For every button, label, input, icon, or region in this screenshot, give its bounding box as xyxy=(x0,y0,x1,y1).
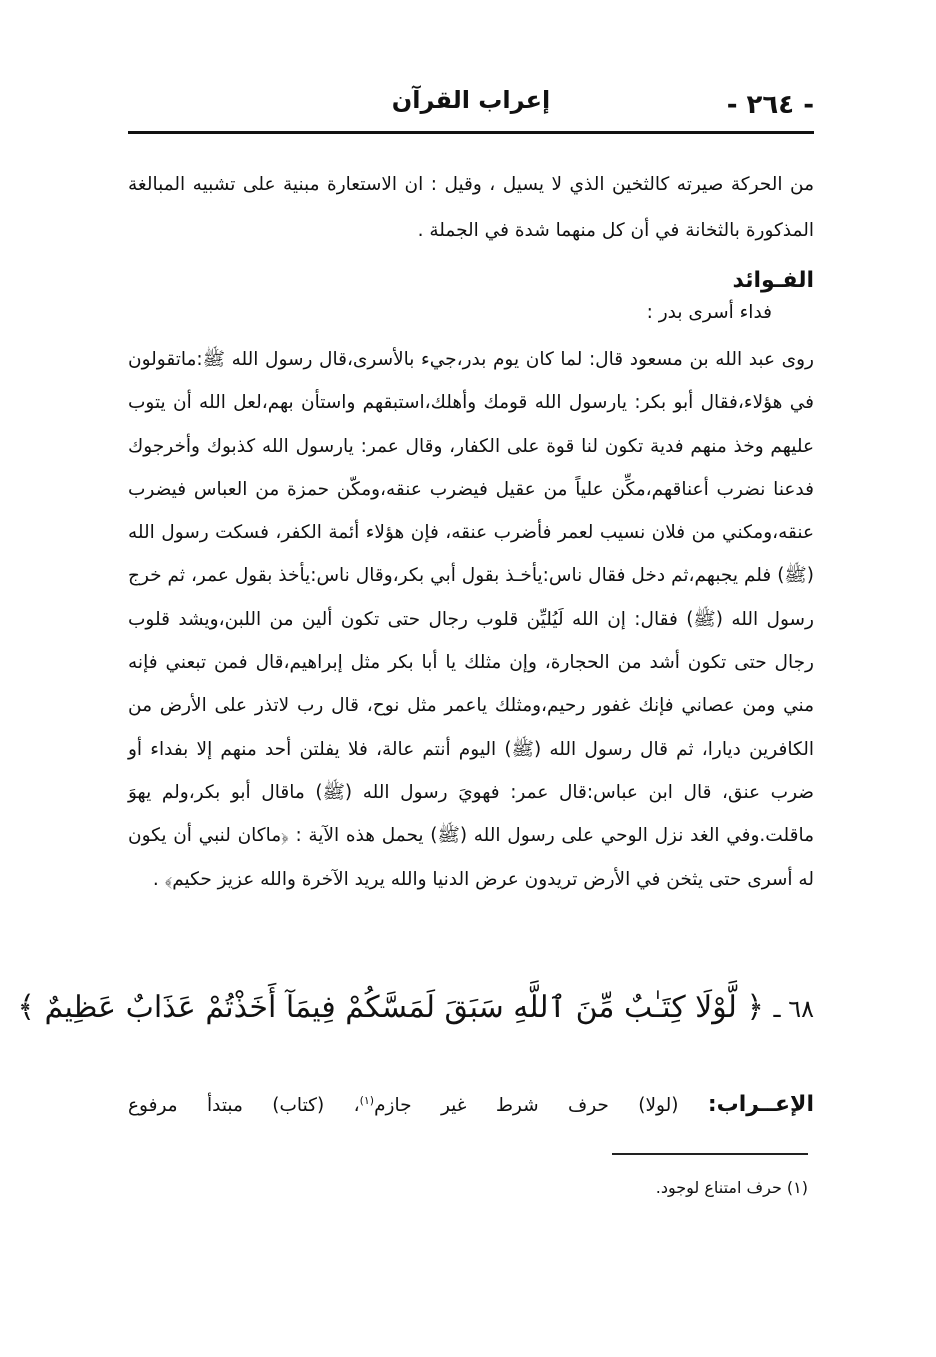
irab-paragraph xyxy=(128,1092,814,1117)
irab-text-after-ref: ، (كتاب) مبتدأ مرفوع xyxy=(128,1095,360,1116)
quran-verse xyxy=(17,990,814,1025)
footnote-rule xyxy=(612,1153,808,1155)
verse-number: ٦٨ ـ xyxy=(773,995,814,1023)
verse-text: ﴿ لَّوْلَا كِتَـٰبٌ مِّنَ ٱللَّهِ سَبَقَ لَمَسَّكُمْ فِيمَآ أَخَذْتُمْ عَذَابٌ عَظِيمٌ ﴾ xyxy=(17,990,764,1025)
running-title: إعراب القرآن xyxy=(391,86,551,114)
story-paragraph: روى عبد الله بن مسعود قال: لما كان يوم بدر،جيء بالأسرى،قال رسول الله ﷺ:ماتقولون في هؤلاء،فقال أبو بكر: يارسول الله قومك وأهلك،استبقهم واستأن بهم،لعل الله أن يتوب عليهم وخذ منهم فدية تكون لنا قوة على الكفار، وقال عمر: يارسول الله كذبوك وأخرجوك فدعنا نضرب أعناقهم،مكِّن علياً من عقيل فيضرب عنقه،ومكّن حمزة من العباس فيضرب عنقه،ومكني من فلان نسيب لعمر فأضرب عنقه، فإن هؤلاء أئمة الكفر، فسكت رسول الله (ﷺ) فلم يجبهم،ثم دخل فقال ناس:يأخـذ بقول أبي بكر،وقال ناس:يأخذ بقول عمر، ثم خرج رسول الله (ﷺ) فقال: إن الله لَيُليِّن قلوب رجال حتى تكون ألين من اللبن،ويشد قلوب رجال حتى تكون أشد من الحجارة، وإن مثلك يا أبا بكر مثل إبراهيم،قال فمن تبعني فإنه مني ومن عصاني فإنك غفور رحيم،ومثلك ياعمر مثل نوح، قال رب لاتذر على الأرض من الكافرين ديارا، ثم قال رسول الله (ﷺ) اليوم أنتم عالة، فلا يفلتن أحد منهم إلا بفداء أو ضرب عنق، قال ابن عباس:قال عمر: فهويَ رسول الله (ﷺ) ماقال أبو بكر،ولم يهوَ ماقلت.وفي الغد نزل الوحي على رسول الله (ﷺ) يحمل هذه الآية : ﴿ماكان لنبي أن يكون له أسرى حتى يثخن في الأرض تريدون عرض الدنيا والله يريد الآخرة والله عزيز حكيم﴾ . xyxy=(128,349,814,890)
page-number: - ٢٦٤ - xyxy=(726,90,814,120)
footnote-reference: (١) xyxy=(359,1093,375,1107)
section-subheading: فداء أسرى بدر : xyxy=(646,302,772,323)
header-rule xyxy=(128,131,814,134)
footnote: (١) حرف امتناع لوجود. xyxy=(655,1178,808,1197)
section-heading: الفـوائد xyxy=(732,268,814,293)
irab-label: الإعــراب: xyxy=(707,1092,814,1117)
irab-text-before-ref: (لولا) حرف شرط غير جازم xyxy=(374,1095,679,1116)
intro-paragraph: من الحركة صيرته كالثخين الذي لا يسيل ، وقيل : ان الاستعارة مبنية على تشبيه المبالغة المذكورة بالثخانة في أن كل منهما شدة في الجملة . xyxy=(128,174,814,241)
page-header xyxy=(128,84,814,130)
